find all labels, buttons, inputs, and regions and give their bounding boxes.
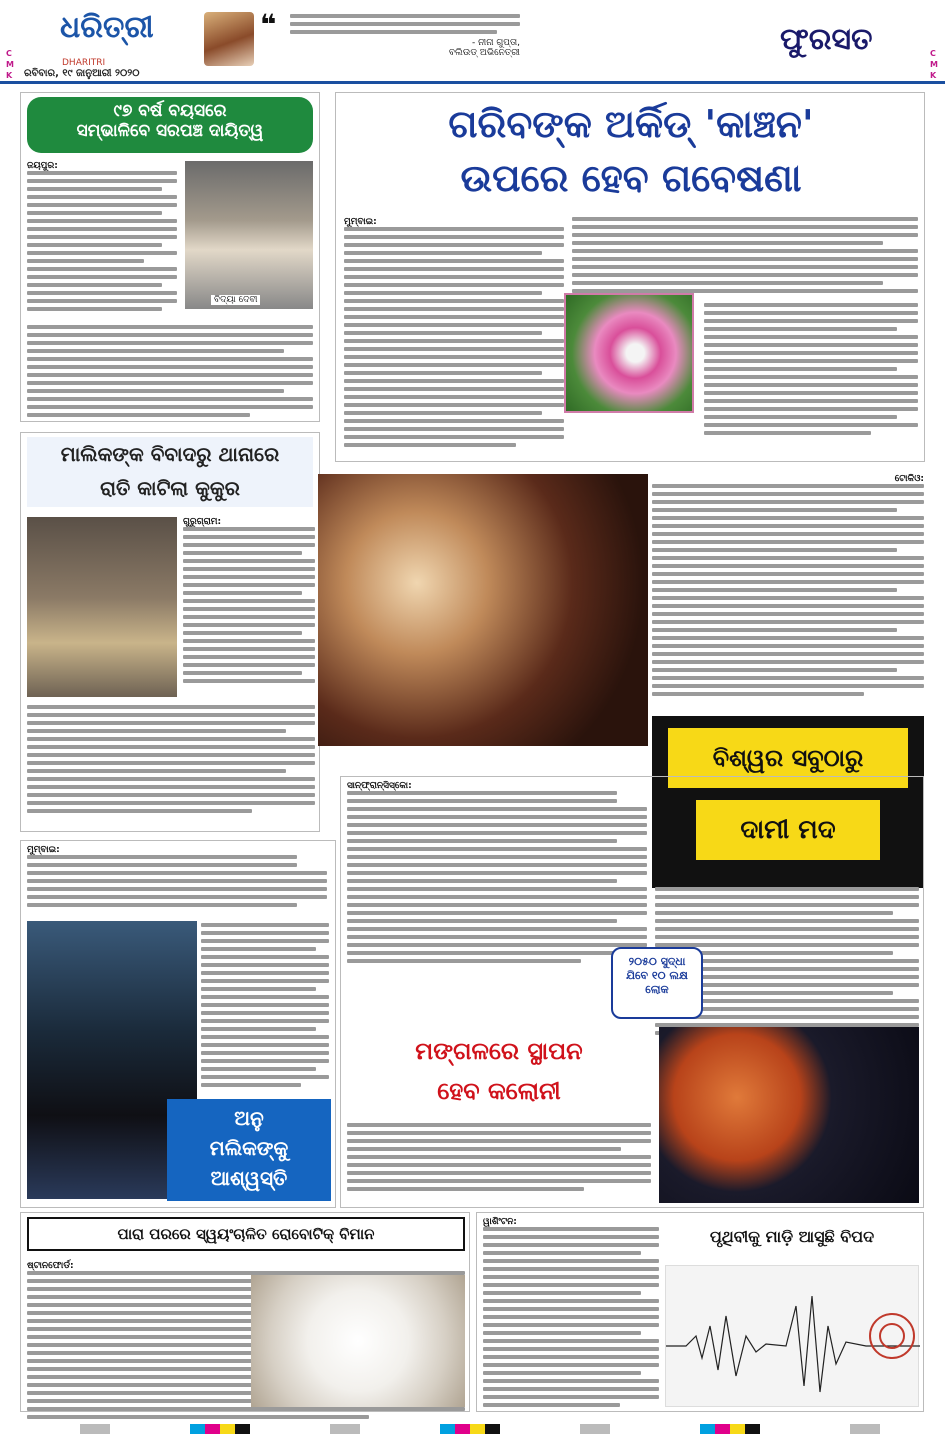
registration-swatch [850, 1424, 880, 1434]
color-swatch [700, 1424, 760, 1434]
issue-date: ରବିବାର, ୧୯ ଜାନୁଆରୀ ୨୦୨୦ [24, 68, 140, 79]
section-tag: ଫୁରସତ [780, 22, 873, 57]
story-quake [476, 1212, 924, 1412]
dog-body-bottom [27, 705, 315, 817]
story-mars [340, 776, 924, 1208]
story-sarpanch [20, 92, 320, 422]
wine-headline-1: ବିଶ୍ୱର ସବୁଠାରୁ [668, 728, 908, 788]
kanchan-col-2 [572, 217, 918, 297]
print-registration-bar [0, 1418, 945, 1442]
anu-headline: ଅନୁ ମଲିକଙ୍କୁ ଆଶ୍ୱସ୍ତି [167, 1099, 331, 1201]
story-anu [20, 840, 336, 1208]
mars-headline: ମଙ୍ଗଳରେ ସ୍ଥାପନ ହେବ କଲୋନୀ [415, 1036, 583, 1105]
quake-body: ୱାଶିଂଟନ: [483, 1217, 659, 1411]
masthead [0, 0, 945, 84]
print-marks-top-right: C M K [930, 49, 938, 80]
wine-headline-2: ଦାମୀ ମଦ [696, 800, 880, 860]
anu-body-top: ମୁମ୍ବାଇ: [27, 845, 327, 911]
quote-role: ବଲିଉଡ୍ ଅଭିନେତ୍ରୀ [448, 48, 520, 58]
mars-callout: ୨୦୫୦ ସୁଦ୍ଧା ଯିବେ ୧୦ ଲକ୍ଷ ଲୋକ [611, 947, 703, 1019]
mars-body-top: ସାନ୍‌ଫ୍ରାନ୍ସିସ୍କୋ: [347, 781, 647, 967]
mars-body-bottom [347, 1123, 651, 1195]
color-swatch [190, 1424, 250, 1434]
quake-headline: ପୃଥିବୀକୁ ମାଡ଼ି ଆସୁଛି ବିପଦ [709, 1227, 875, 1246]
story-kanchan [335, 92, 925, 462]
sarpanch-body-bottom [27, 325, 313, 421]
kanchan-col-1: ମୁମ୍ବାଇ: [344, 217, 564, 451]
sarpanch-headline: ୯୭ ବର୍ଷ ବୟସରେ ସମ୍ଭାଳିବେ ସରପଞ୍ଚ ଦାୟିତ୍ୱ [27, 97, 313, 153]
orchid-photo [564, 293, 694, 413]
robot-body: ଷ୍ଟାନଫୋର୍ଡ: [27, 1261, 465, 1423]
quote-text [290, 14, 520, 58]
robot-headline: ପାରା ପରରେ ସ୍ୱୟଂଚାଳିତ ରୋବୋଟିକ୍ ବିମାନ [27, 1217, 465, 1251]
sarpanch-body-top: ଜୟପୁର: [27, 161, 177, 315]
print-marks-top: C M K [6, 49, 14, 80]
quote-author: - ନୀନା ଗୁପ୍ତା, [471, 38, 520, 48]
sarpanch-photo [185, 161, 313, 309]
wine-photo [318, 474, 648, 746]
quote-avatar [204, 12, 254, 66]
registration-swatch [80, 1424, 110, 1434]
sarpanch-photo-caption: ବିଦ୍ୟା ଦେବୀ [211, 295, 260, 305]
quote-mark-icon: ❝ [260, 8, 277, 41]
kanchan-headline: ଗରିବଙ୍କ ଅର୍କିଡ୍ 'କାଞ୍ଚନ' ଉପରେ ହେବ ଗବେଷଣା [448, 101, 814, 200]
anu-body-right [201, 923, 329, 1091]
seismograph-photo [665, 1265, 919, 1407]
story-dog [20, 432, 320, 832]
story-robot [20, 1212, 470, 1412]
mars-photo [659, 1027, 919, 1203]
registration-swatch [330, 1424, 360, 1434]
dog-body-right: ଗୁରୁଗ୍ରାମ: [183, 517, 315, 687]
dog-headline: ମାଲିକଙ୍କ ବିବାଦରୁ ଥାନାରେ ରାତି କାଟିଲା କୁକୁର [27, 437, 313, 507]
seismograph-waveform-icon [666, 1266, 920, 1408]
newspaper-logo-sub: DHARITRI [62, 58, 106, 68]
newspaper-logo: ଧରିତ୍ରୀ [60, 10, 154, 45]
robot-bird-photo [251, 1275, 465, 1407]
registration-swatch [580, 1424, 610, 1434]
wine-body: ଟୋକିଓ: [652, 474, 924, 700]
color-swatch [440, 1424, 500, 1434]
kanchan-col-3 [704, 303, 918, 439]
dog-photo [27, 517, 177, 697]
